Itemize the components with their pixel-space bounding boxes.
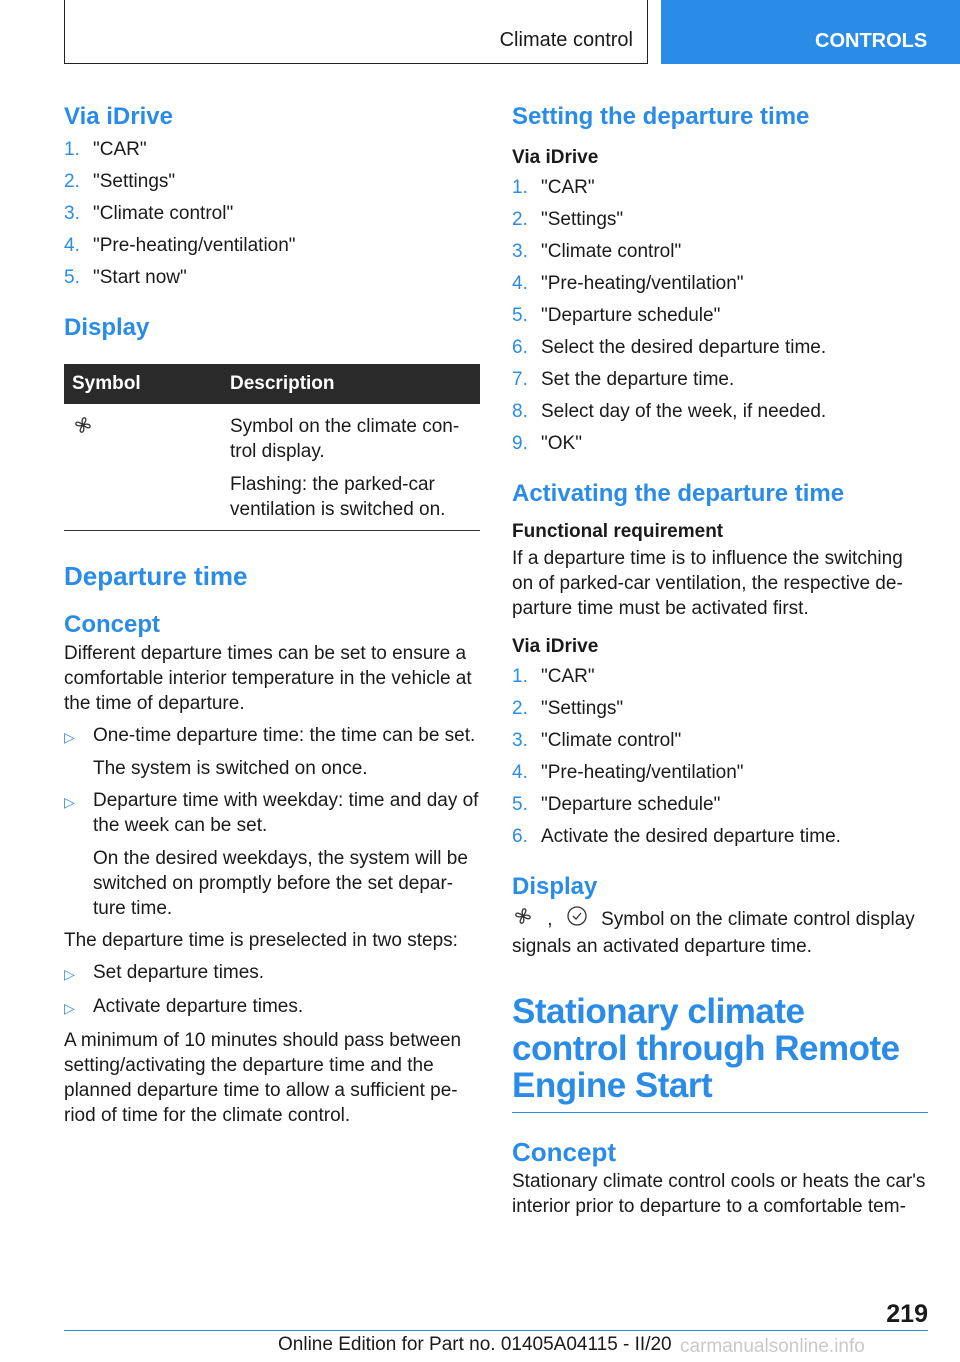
functional-requirement-text: If a departure time is to influence the switching on of parked-car ventilation, the respective de-parture time must be activated first. [512,548,903,619]
step-number: 1. [512,666,528,687]
stationary-climate-heading: Stationary climate control through Remote Engine Start [512,992,900,1105]
list-item [512,268,928,300]
display-heading: Display [64,314,150,341]
step-number: 3. [512,241,528,262]
list-item [512,725,928,757]
step-number: 5. [64,267,80,288]
step-text: "CAR" [541,177,595,198]
list-item [512,693,928,725]
list-item [512,332,928,364]
step-text: "Pre-heating/ventilation" [93,235,296,256]
step-number: 5. [512,305,528,326]
bullet-content [93,788,480,921]
symbol-column-header: Symbol [64,364,230,404]
functional-requirement-label: Functional requirement [512,521,724,542]
step-number: 1. [64,139,80,160]
departure-type-list [64,723,480,921]
step-text: Activate the desired departure time. [541,826,841,847]
step-text: "Settings" [541,698,624,719]
step-number: 3. [64,203,80,224]
list-item [64,723,480,781]
list-item [64,166,480,198]
step-text: "Pre-heating/ventilation" [541,762,744,783]
watermark: carmanualsonline.info [680,1336,865,1357]
step-text: "Settings" [93,171,176,192]
description-line-2: Flashing: the parked-car ventilation is switched on. [230,474,446,520]
step-number: 4. [512,273,528,294]
header-tab-controls[interactable]: CONTROLS [661,0,960,64]
right-column [512,100,928,1219]
step-text: Select day of the week, if needed. [541,401,827,422]
via-idrive-steps [64,134,480,294]
list-item [512,428,928,460]
step-text: "Departure schedule" [541,305,721,326]
bullet-content [93,994,303,1021]
header-box [64,0,648,64]
footer-rule [64,1330,928,1331]
bullet-content [93,723,475,781]
list-item [512,789,928,821]
symbol-table [64,364,480,531]
list-item [512,236,928,268]
bullet-text: Set departure times. [93,962,265,983]
step-number: 6. [512,826,528,847]
bullet-text: One-time departure time: the time can be set. [93,725,476,746]
step-text: "Settings" [541,209,624,230]
display-comma: , [547,908,553,930]
step-number: 4. [64,235,80,256]
section-rule [512,1112,928,1113]
bullet-content [93,960,264,987]
step-number: 1. [512,177,528,198]
bullet-text: The system is switched on once. [93,758,368,779]
step-number: 2. [512,698,528,719]
step-number: 9. [512,433,528,454]
list-item [512,661,928,693]
triangle-bullet-icon: ▷ [64,729,75,745]
list-item [64,994,480,1021]
description-line-1: Symbol on the climate con-trol display. [230,416,460,462]
bullet-text: On the desired weekdays, the system will be switched on promptly before the set depar-ture time. [93,848,468,919]
list-item [64,198,480,230]
clock-check-icon [566,905,588,934]
concept-text: Different departure times can be set to ensure a comfortable interior temperature in the vehicle at the time of departure. [64,643,472,714]
fan-icon [512,905,534,934]
step-text: "Start now" [93,267,187,288]
step-text: "Climate control" [93,203,234,224]
list-item [512,300,928,332]
step-number: 2. [512,209,528,230]
list-item [512,821,928,853]
footer-edition: Online Edition for Part no. 01405A04115 - II/20 [278,1334,672,1355]
list-item [512,364,928,396]
step-text: Set the departure time. [541,369,735,390]
triangle-bullet-icon: ▷ [64,794,75,810]
activating-steps [512,661,928,853]
step-number: 5. [512,794,528,815]
display-text: Symbol on the climate control display signals an activated departure time. [512,908,915,957]
step-number: 3. [512,730,528,751]
list-item [64,134,480,166]
list-item [512,204,928,236]
header-section-title: Climate control [499,29,633,51]
step-text: "OK" [541,433,582,454]
departure-time-heading: Departure time [64,561,248,591]
step-text: "CAR" [93,139,147,160]
description-column-header: Description [230,364,480,404]
bullet-text: Departure time with weekday: time and day of the week can be set. [93,790,479,836]
list-item [512,172,928,204]
via-idrive-heading: Via iDrive [64,103,173,130]
step-text: "Pre-heating/ventilation" [541,273,744,294]
left-column [64,100,480,1128]
table-row [64,404,480,531]
activating-departure-heading: Activating the departure time [512,480,845,507]
step-text: Select the desired departure time. [541,337,827,358]
step-number: 2. [64,171,80,192]
minimum-time-text: A minimum of 10 minutes should pass between setting/activating the departure time and the planned departure time to allow a sufficient pe-riod of time for the climate control. [64,1030,462,1126]
step-text: "Departure schedule" [541,794,721,815]
list-item [64,262,480,294]
concept-heading: Concept [64,611,160,638]
list-item [64,788,480,921]
description-cell [230,404,480,531]
preselect-steps-list [64,960,480,1021]
symbol-cell [64,404,230,531]
via-idrive-label-2: Via iDrive [512,636,599,657]
setting-steps [512,172,928,460]
step-text: "CAR" [541,666,595,687]
step-number: 8. [512,401,528,422]
list-item [512,396,928,428]
step-text: "Climate control" [541,730,682,751]
display-row [512,905,928,959]
preselect-text: The departure time is preselected in two steps: [64,930,458,951]
step-number: 4. [512,762,528,783]
triangle-bullet-icon: ▷ [64,966,75,982]
step-number: 6. [512,337,528,358]
fan-icon [72,414,94,441]
stationary-concept-text: Stationary climate control cools or heats the car's interior prior to departure to a comfortable tem- [512,1171,926,1217]
via-idrive-label: Via iDrive [512,147,599,168]
setting-departure-heading: Setting the departure time [512,103,810,130]
bullet-text: Activate departure times. [93,996,304,1017]
list-item [64,230,480,262]
display-heading-right: Display [512,873,598,900]
step-number: 7. [512,369,528,390]
list-item [512,757,928,789]
symbol-table-header [64,364,480,404]
list-item [64,960,480,987]
step-text: "Climate control" [541,241,682,262]
triangle-bullet-icon: ▷ [64,1000,75,1016]
page-number: 219 [886,1300,928,1328]
concept-heading-right: Concept [512,1137,616,1167]
